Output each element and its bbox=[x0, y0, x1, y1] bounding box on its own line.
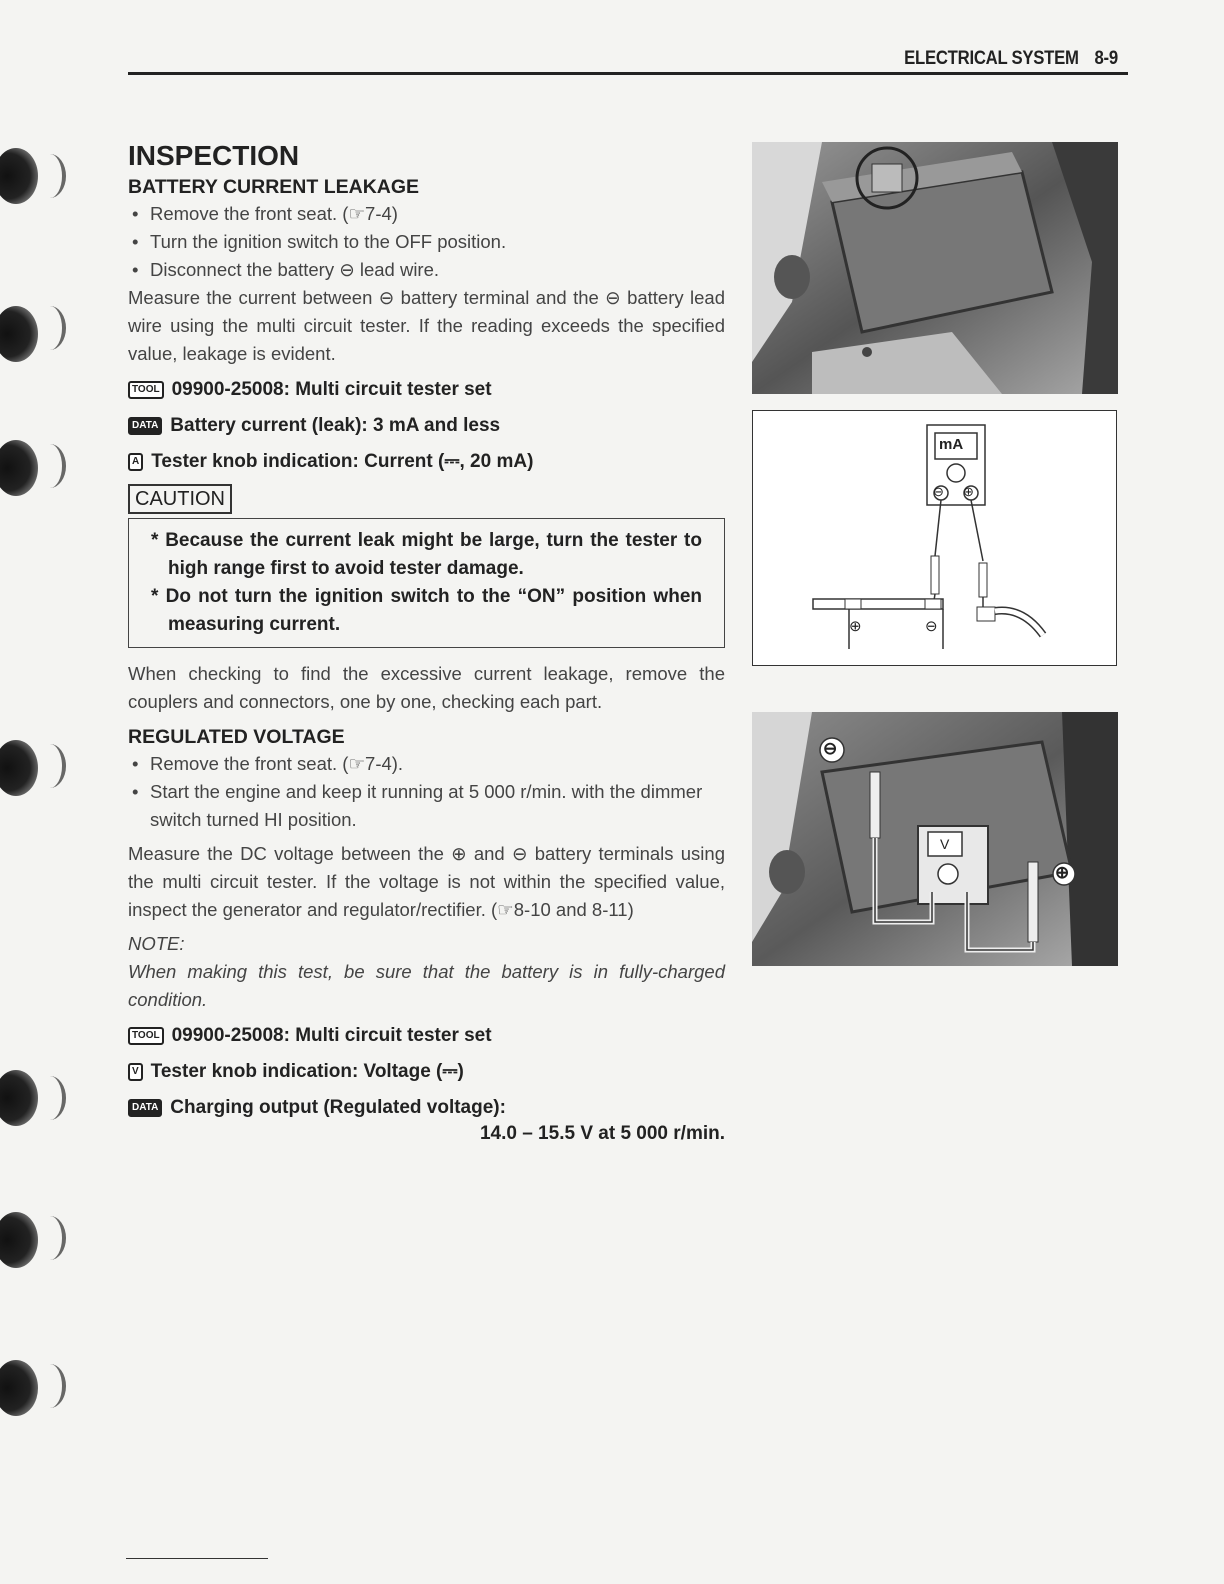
running-header bbox=[904, 48, 1118, 70]
leakage-heading: BATTERY CURRENT LEAKAGE bbox=[128, 176, 420, 198]
negative-probe-label: ⊖ bbox=[823, 739, 838, 758]
binder-hole bbox=[0, 440, 38, 496]
tool-text: 09900-25008: Multi circuit tester set bbox=[171, 1025, 492, 1046]
binder-ring bbox=[34, 154, 66, 198]
knob-spec bbox=[128, 444, 725, 480]
tool-text: 09900-25008: Multi circuit tester set bbox=[171, 379, 492, 400]
list-item: • Remove the front seat. (☞7-4) bbox=[128, 200, 725, 228]
list-item: • Disconnect the battery ⊖ lead wire. bbox=[128, 256, 725, 284]
voltage-paragraph: Measure the DC voltage between the ⊕ and ⊖ battery terminals using the multi circuit tester. If the voltage is not within the specified value, inspect the generator and regulator/rectifier. (☞8-10 and 8-11) bbox=[128, 843, 725, 920]
list-item: • Turn the ignition switch to the OFF position. bbox=[128, 228, 725, 256]
binder-hole bbox=[0, 1070, 38, 1126]
header-rule bbox=[128, 72, 1128, 75]
caution-item: * Do not turn the ignition switch to the “ON” position when measuring current. bbox=[151, 586, 702, 635]
knob-text: Tester knob indication: Current (⎓, 20 mA) bbox=[151, 451, 534, 472]
binder-hole bbox=[0, 1212, 38, 1268]
knob-text: Tester knob indication: Voltage (⎓) bbox=[150, 1061, 464, 1082]
caution-item: * Because the current leak might be large, turn the tester to high range first to avoid tester damage. bbox=[151, 530, 702, 579]
meter-minus-terminal: ⊖ bbox=[933, 484, 944, 499]
page-title: INSPECTION bbox=[128, 140, 300, 171]
data-icon: DATA bbox=[128, 417, 162, 435]
tester-knob-icon: A bbox=[128, 453, 143, 471]
binder-ring bbox=[34, 1216, 66, 1260]
binder-ring bbox=[34, 306, 66, 350]
meter-mode-label: mA bbox=[939, 436, 964, 453]
caution-label: CAUTION bbox=[128, 484, 232, 514]
battery-photo bbox=[752, 142, 1118, 394]
tool-icon: TOOL bbox=[128, 1027, 164, 1045]
binder-ring bbox=[34, 1076, 66, 1120]
data-value: 14.0 – 15.5 V at 5 000 r/min. bbox=[479, 1123, 725, 1144]
tool-spec bbox=[128, 1018, 725, 1054]
leakage-paragraph: Measure the current between ⊖ battery terminal and the ⊖ battery lead wire using the multi circuit tester. If the reading exceeds the specified value, leakage is evident. bbox=[128, 287, 725, 364]
data-icon: DATA bbox=[128, 1099, 162, 1117]
binder-hole bbox=[0, 1360, 38, 1416]
binder-ring bbox=[34, 444, 66, 488]
knob-spec bbox=[128, 1054, 725, 1090]
note-text: When making this test, be sure that the battery is in fully-charged condition. bbox=[128, 961, 725, 1010]
list-item: • Remove the front seat. (☞7-4). bbox=[128, 750, 725, 778]
binder-hole bbox=[0, 148, 38, 204]
tool-spec bbox=[128, 372, 725, 408]
battery-plus-terminal: ⊕ bbox=[849, 618, 862, 635]
meter-mode-label: V bbox=[940, 836, 950, 852]
caution-box bbox=[128, 518, 725, 648]
section-title: ELECTRICAL SYSTEM bbox=[904, 48, 1079, 69]
ammeter-diagram bbox=[752, 410, 1117, 666]
footer-rule bbox=[126, 1558, 268, 1559]
binder-hole bbox=[0, 306, 38, 362]
list-item: • Start the engine and keep it running at 5 000 r/min. with the dimmer switch turned HI position. bbox=[128, 778, 725, 834]
data-text: Charging output (Regulated voltage): bbox=[170, 1097, 506, 1118]
note-label: NOTE: bbox=[128, 933, 185, 954]
data-text: Battery current (leak): 3 mA and less bbox=[170, 415, 501, 436]
tester-knob-icon: V bbox=[128, 1063, 143, 1081]
tool-icon: TOOL bbox=[128, 381, 164, 399]
binder-hole bbox=[0, 740, 38, 796]
meter-plus-terminal: ⊕ bbox=[963, 484, 974, 499]
battery-minus-terminal: ⊖ bbox=[925, 618, 938, 635]
voltage-check-photo bbox=[752, 712, 1118, 966]
page-number: 8-9 bbox=[1094, 48, 1118, 69]
leakage-section bbox=[128, 174, 725, 1148]
voltage-heading: REGULATED VOLTAGE bbox=[128, 726, 345, 748]
binder-ring bbox=[34, 744, 66, 788]
binder-ring bbox=[34, 1364, 66, 1408]
leakage-paragraph-2: When checking to find the excessive current leakage, remove the couplers and connectors, one by one, checking each part. bbox=[128, 663, 725, 712]
data-spec bbox=[128, 408, 725, 444]
positive-probe-label: ⊕ bbox=[1055, 863, 1070, 882]
